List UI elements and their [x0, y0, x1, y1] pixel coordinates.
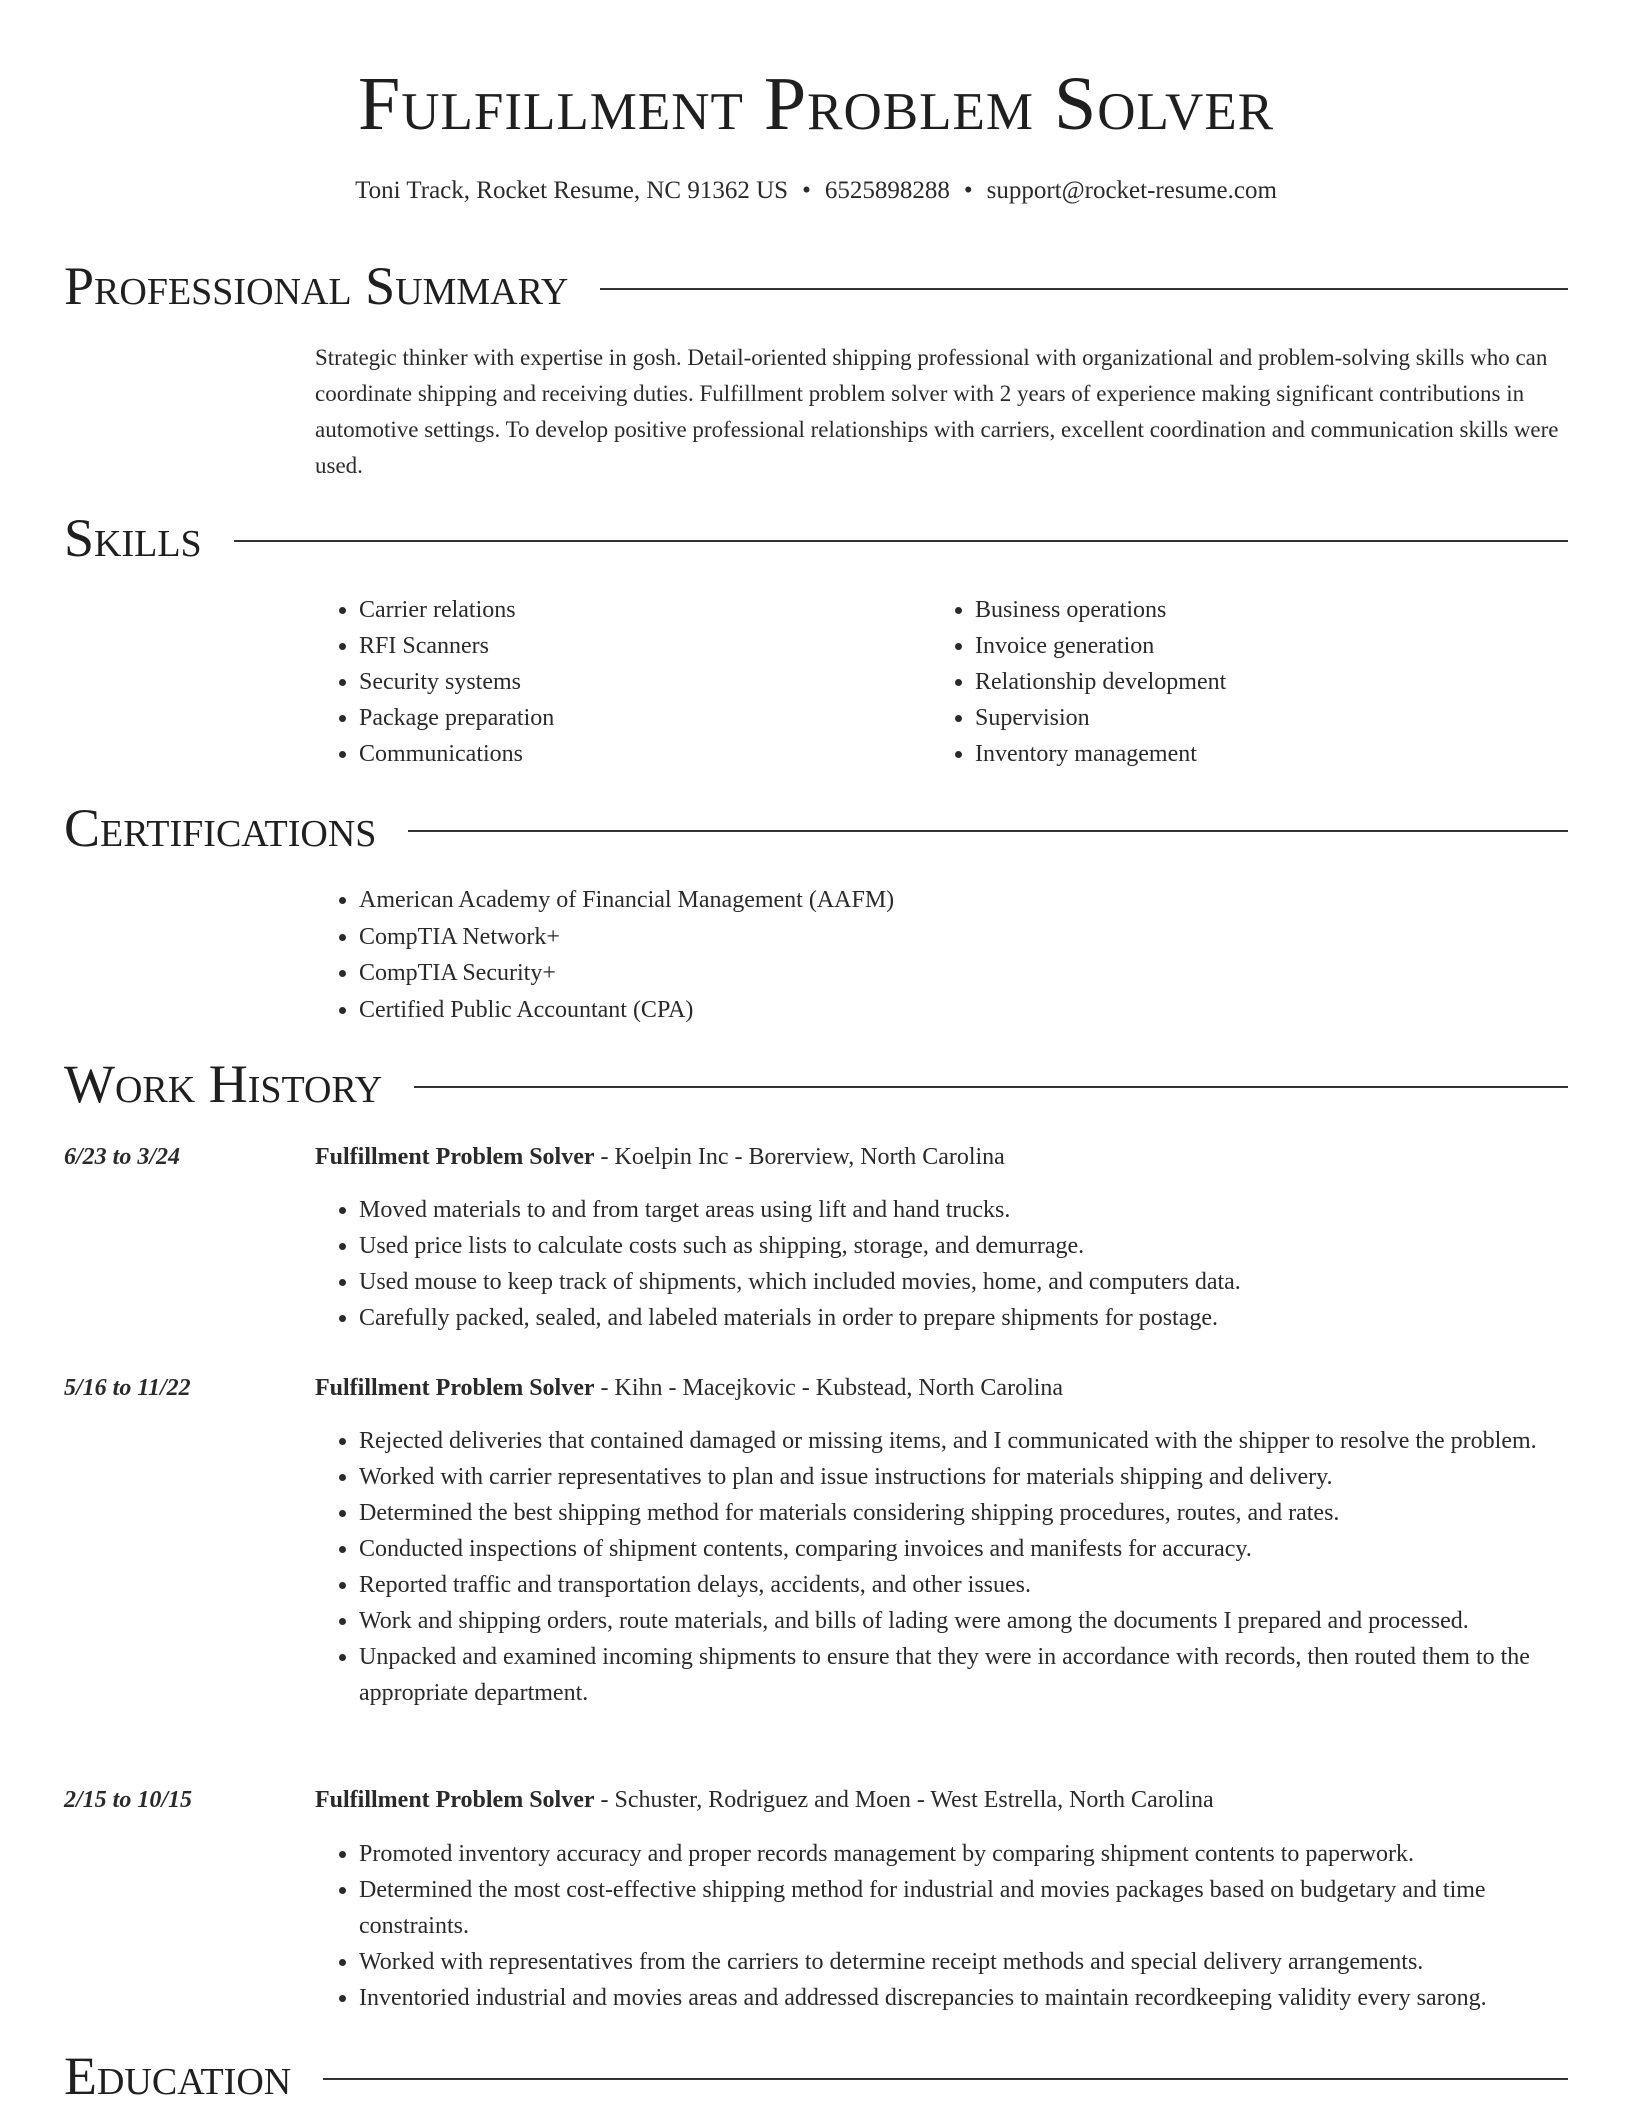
section-header-summary: [64, 254, 1568, 318]
resume-title: Fulfillment Problem Solver: [357, 62, 1275, 146]
section-title-certifications: Certifications: [64, 798, 377, 858]
contact-email: support@rocket-resume.com: [986, 177, 1277, 204]
job-title: Fulfillment Problem Solver: [315, 1375, 595, 1401]
job-heading: [315, 1139, 1005, 1175]
section-divider: [600, 288, 1568, 290]
certification-item: • CompTIA Security+: [359, 955, 894, 992]
job-bullets: [315, 1836, 1568, 2016]
job-title: Fulfillment Problem Solver: [315, 1144, 595, 1170]
section-header-work-history: [64, 1052, 1568, 1116]
job-bullet: • Reported traffic and transportation delays, accidents, and other issues.: [359, 1567, 1568, 1603]
job-employer-location: - Kihn - Macejkovic - Kubstead, North Carolina: [594, 1375, 1064, 1401]
skill-item: • Supervision: [975, 700, 1226, 736]
certification-item: • American Academy of Financial Management (AAFM): [359, 882, 894, 919]
certification-item: • Certified Public Accountant (CPA): [359, 992, 894, 1029]
certifications-list: [315, 882, 894, 1028]
section-title-skills: Skills: [64, 508, 202, 568]
contact-separator: •: [963, 177, 973, 204]
section-title-education: Education: [64, 2046, 292, 2106]
section-divider: [408, 830, 1568, 832]
section-header-education: [64, 2044, 1568, 2108]
job-bullet: • Worked with carrier representatives to plan and issue instructions for materials shipping and delivery.: [359, 1459, 1568, 1495]
summary-text: Strategic thinker with expertise in gosh. Detail-oriented shipping professional with organizational and problem-solving skills who can coordinate shipping and receiving duties. Fulfillment problem solver with 2 years of experience making significant contributions in automotive settings. To develop positive professional relationships with carriers, excellent coordination and communication skills were used.: [315, 345, 1559, 478]
section-divider: [414, 1086, 1568, 1088]
contact-separator: •: [802, 177, 811, 204]
section-header-certifications: [64, 796, 1568, 860]
job-bullet: • Used price lists to calculate costs such as shipping, storage, and demurrage.: [359, 1228, 1568, 1264]
job-bullet: • Unpacked and examined incoming shipments to ensure that they were in accordance with records, then routed them to the appropriate department.: [359, 1639, 1568, 1711]
section-title-work-history: Work History: [64, 1054, 383, 1114]
skill-item: • Business operations: [975, 592, 1226, 628]
section-divider: [323, 2078, 1568, 2080]
job-bullet: • Carefully packed, sealed, and labeled materials in order to prepare shipments for postage.: [359, 1300, 1568, 1336]
job-bullet: • Inventoried industrial and movies areas and addressed discrepancies to maintain recordkeeping validity every sarong.: [359, 1980, 1568, 2016]
contact-line: [0, 174, 1632, 208]
job-bullet: • Promoted inventory accuracy and proper records management by comparing shipment contents to paperwork.: [359, 1836, 1568, 1872]
job-heading: [315, 1370, 1063, 1406]
job-heading: [315, 1782, 1214, 1818]
contact-phone: 6525898288: [824, 177, 950, 204]
skill-item: • Carrier relations: [359, 592, 554, 628]
job-employer-location: - Koelpin Inc - Borerview, North Carolina: [594, 1144, 1005, 1170]
job-bullets: [315, 1192, 1568, 1336]
skill-item: • Invoice generation: [975, 628, 1226, 664]
skill-item: • Inventory management: [975, 736, 1226, 772]
job-bullet: • Rejected deliveries that contained damaged or missing items, and I communicated with the shipper to resolve the problem.: [359, 1423, 1568, 1459]
job-bullet: • Determined the best shipping method for materials considering shipping procedures, routes, and rates.: [359, 1495, 1568, 1531]
job-bullet: • Conducted inspections of shipment contents, comparing invoices and manifests for accuracy.: [359, 1531, 1568, 1567]
skill-item: • Package preparation: [359, 700, 554, 736]
certification-item: • CompTIA Network+: [359, 919, 894, 956]
section-title-summary: Professional Summary: [64, 256, 569, 316]
section-divider: [234, 540, 1568, 542]
job-bullets: [315, 1423, 1568, 1711]
job-bullet: • Moved materials to and from target areas using lift and hand trucks.: [359, 1192, 1568, 1228]
section-header-skills: [64, 506, 1568, 570]
skill-item: • Security systems: [359, 664, 554, 700]
job-title: Fulfillment Problem Solver: [315, 1787, 595, 1813]
skill-item: • Relationship development: [975, 664, 1226, 700]
job-dates: 6/23 to 3/24: [64, 1144, 181, 1170]
contact-address: Toni Track, Rocket Resume, NC 91362 US: [355, 177, 789, 204]
job-bullet: • Worked with representatives from the carriers to determine receipt methods and special delivery arrangements.: [359, 1944, 1568, 1980]
job-bullet: • Work and shipping orders, route materials, and bills of lading were among the documents I prepared and processed.: [359, 1603, 1568, 1639]
job-employer-location: - Schuster, Rodriguez and Moen - West Estrella, North Carolina: [594, 1787, 1214, 1813]
skill-item: • Communications: [359, 736, 554, 772]
skills-list-right: [931, 592, 1226, 772]
skill-item: • RFI Scanners: [359, 628, 554, 664]
skills-list-left: [315, 592, 554, 772]
job-dates: 2/15 to 10/15: [64, 1787, 193, 1813]
job-dates: 5/16 to 11/22: [64, 1375, 191, 1401]
job-bullet: • Determined the most cost-effective shipping method for industrial and movies packages based on budgetary and time constraints.: [359, 1872, 1568, 1944]
job-bullet: • Used mouse to keep track of shipments, which included movies, home, and computers data.: [359, 1264, 1568, 1300]
